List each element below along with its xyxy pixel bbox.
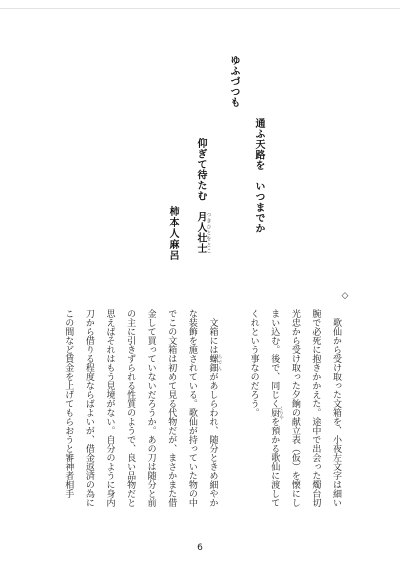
ruby-kuriya: くりや (278, 405, 284, 419)
text-line: 光忠から受け取った夕餉の献立表（仮）を懐にし (289, 309, 300, 507)
text-line: 歌仙から受け取った文箱を、小夜左文字は細い (331, 318, 341, 507)
text-line: 文箱には螺鈿があしらわれ、随分ときめ細やか (207, 318, 218, 507)
poem-ruby-reading: つきひとをとこ (205, 211, 212, 254)
text-line: でこの文箱は初めて見る代物だが、まさかまた借 (166, 309, 177, 507)
text-line: の主に引きずられる性質のようで、良い品物だと (125, 309, 136, 507)
text-line: 金して買っていないだろうか。あの刀は随分と前 (145, 309, 156, 507)
poem-author: 柿本人麻呂 (167, 206, 178, 261)
page-top-edge (0, 8, 400, 9)
scene-divider: ◇ (341, 291, 349, 301)
text-line: な装飾を施されている。歌仙が持っていた物の中 (186, 309, 197, 507)
text-line: 思えばそれはもう見境がない。自分のように身内 (104, 309, 115, 507)
poem-line-2: 通ふ天路を いつまでか (253, 118, 264, 234)
text-line: くれという事なのだろう。 (248, 309, 259, 417)
body-text (58, 309, 346, 509)
poem-line-1: ゆふづつも (228, 55, 239, 108)
text-line: 腕で必死に抱きかかえた。途中で出会った燭台切 (310, 309, 321, 507)
page-number: 6 (197, 543, 203, 553)
paragraph (243, 309, 346, 509)
ruby-raden: らでん (217, 354, 222, 372)
text-line: まい込む。後で、同じく厨を預かる歌仙に渡して (269, 309, 280, 507)
paragraph (58, 309, 223, 509)
text-line: この間など賃金を上げてもらおうと審神者相手 (63, 309, 74, 498)
text-line: 刀から借りる程度ならばよいが、借金返済の為に (83, 309, 94, 507)
poem-line-3: 仰ぎて待たむ 月人壮士 (195, 138, 206, 254)
